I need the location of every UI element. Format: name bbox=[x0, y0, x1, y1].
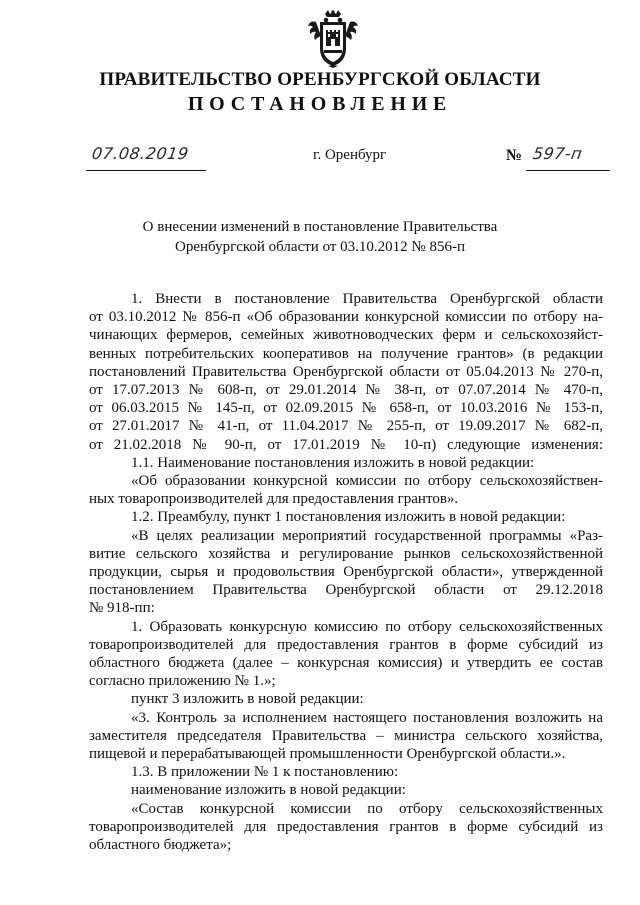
body-line: 1. Образовать конкурсную комиссию по отбору сельскохозяйственных bbox=[131, 618, 603, 635]
organization-name: ПРАВИТЕЛЬСТВО ОРЕНБУРГСКОЙ ОБЛАСТИ bbox=[99, 69, 541, 90]
body-line: ных товаропроизводителей для предоставления грантов». bbox=[89, 491, 459, 508]
coat-of-arms-icon bbox=[308, 10, 358, 68]
body-line: «В целях реализации мероприятий государственной программы «Раз- bbox=[131, 527, 603, 544]
document-number: 597-п bbox=[531, 144, 584, 163]
body-line: от 27.01.2017 № 41-п, от 11.04.2017 № 255-п, от 19.09.2017 № 682-п, bbox=[89, 418, 603, 435]
body-line: постановлением Правительства Оренбургской области от 29.12.2018 bbox=[89, 582, 603, 599]
body-line: от 06.03.2015 № 145-п, от 02.09.2015 № 658-п, от 10.03.2016 № 153-п, bbox=[89, 400, 603, 417]
date-underline bbox=[86, 170, 206, 171]
body-line: наименование изложить в новой редакции: bbox=[131, 782, 406, 799]
body-line: согласно приложению № 1.»; bbox=[89, 673, 276, 690]
document-date: 07.08.2019 bbox=[90, 144, 190, 163]
body-line: товаропроизводителей для предоставления грантов в форме субсидий из bbox=[89, 818, 603, 835]
title-line: Оренбургской области от 03.10.2012 № 856-п bbox=[174, 239, 466, 255]
document-title bbox=[0, 217, 640, 257]
body-line: «Состав конкурсной комиссии по отбору сельскохозяйственных bbox=[131, 800, 603, 817]
body-line: от 21.02.2018 № 90-п, от 17.01.2019 № 10-п) следующие изменения: bbox=[89, 436, 603, 453]
body-line: венных потребительских кооперативов на получение грантов» (в редакции bbox=[89, 345, 603, 362]
body-line: от 17.07.2013 № 608-п, от 29.01.2014 № 38-п, от 07.07.2014 № 470-п, bbox=[89, 382, 603, 399]
body-line: заместителя председателя Правительства – министра сельского хозяйства, bbox=[89, 727, 603, 744]
document-body bbox=[89, 290, 603, 854]
number-label: № bbox=[506, 147, 523, 164]
body-line: областного бюджета (далее – конкурсная комиссия) и утвердить ее состав bbox=[89, 655, 603, 672]
body-line: чинающих фермеров, семейных животноводческих ферм и сельскохозяйст- bbox=[89, 327, 603, 344]
title-line: О внесении изменений в постановление Правительства bbox=[142, 219, 498, 235]
body-line: 1.1. Наименование постановления изложить в новой редакции: bbox=[131, 454, 535, 471]
body-line: пищевой и перерабатывающей промышленности Оренбургской области.». bbox=[89, 746, 566, 763]
number-underline bbox=[526, 170, 610, 171]
body-line: «3. Контроль за исполнением настоящего постановления возложить на bbox=[131, 709, 603, 726]
city-label: г. Оренбург bbox=[313, 147, 387, 163]
body-line: 1.2. Преамбулу, пункт 1 постановления изложить в новой редакции: bbox=[131, 509, 566, 526]
document-type: ПОСТАНОВЛЕНИЕ bbox=[187, 93, 453, 115]
body-line: областного бюджета»; bbox=[89, 837, 232, 854]
body-line: продукции, сырья и продовольствия Оренбургской области», утвержденной bbox=[89, 564, 603, 581]
body-line: от 03.10.2012 № 856-п «Об образовании конкурсной комиссии по отбору на- bbox=[89, 309, 603, 326]
body-line: «Об образовании конкурсной комиссии по отбору сельскохозяйствен- bbox=[131, 473, 603, 490]
body-line: пункт 3 изложить в новой редакции: bbox=[131, 691, 364, 708]
body-line: 1.3. В приложении № 1 к постановлению: bbox=[131, 764, 399, 781]
body-line: № 918-пп: bbox=[89, 600, 155, 617]
body-line: постановлений Правительства Оренбургской области от 05.04.2013 № 270-п, bbox=[89, 363, 603, 380]
body-line: товаропроизводителей для предоставления грантов в форме субсидий из bbox=[89, 636, 603, 653]
body-line: витие сельского хозяйства и регулирование рынков сельскохозяйственной bbox=[89, 545, 603, 562]
body-line: 1. Внести в постановление Правительства Оренбургской области bbox=[131, 291, 603, 307]
